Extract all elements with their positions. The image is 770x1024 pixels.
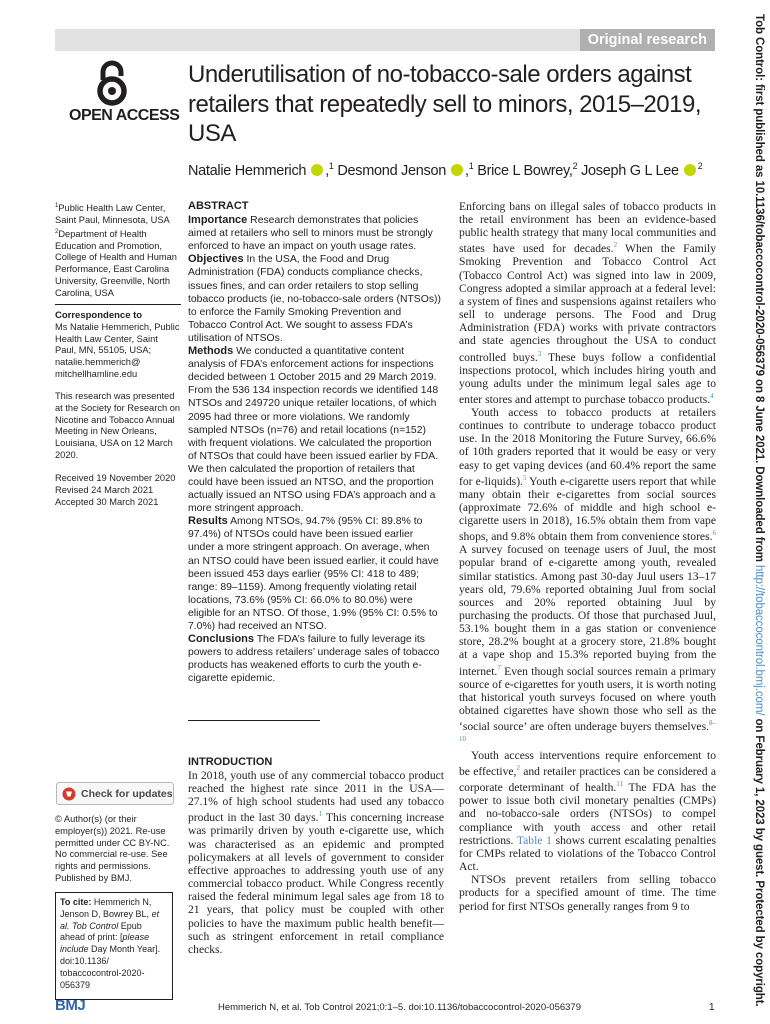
author-affiliation-ref: 1: [468, 161, 474, 171]
received-date: Received 19 November 2020: [55, 473, 176, 483]
paragraph: Enforcing bans on illegal sales of tobacco products in the retail environment has been an evidence-based public health strategy that many local communities and states have used for decades.$^2$ When the Family Smoking Prevention and Tobacco Control Act (Tobacco Control Act) was signed into law in 2009, Congress adopted a similar approach at a federal level: a system of fines and suspensions against retailers who sell to underage persons. The Food and Drug Administration (FDA) works with private contractors and state agencies throughout the USA to conduct controlled buys.$^3$ These buys follow a confidential inspections protocol, which includes hiring youth and young adults under the minimum legal sales age to enter stores and attempt to purchase tobacco products.$^4$: [459, 200, 717, 406]
author-name[interactable]: Natalie Hemmerich: [188, 162, 307, 179]
abstract-methods: Methods We conducted a quantitative content analysis of FDA’s enforcement actions for inspections decided between 1 October 2015 and 29 March 2019. From the 536 134 inspection records we identified 148 NTSOs and 249720 unique retailer locations, of which 2095 had three or more violations. We randomly sampled NTSOs (n=76) and retail locations (n=152) with frequent violations. We calculated the proportion of NTSOs that could have been issued earlier by FDA. We then calculated the proportion of retailers that could have been issued an NTSO, and the proportion actually issued an NTSO using FDA’s approach and a more stringent approach.: [188, 345, 439, 515]
article-title: Underutilisation of no-tobacco-sale orders against retailers that repeatedly sell to minors, 2015–2019, USA: [188, 61, 701, 147]
reference-link[interactable]: 4: [710, 391, 714, 400]
paragraph: Youth access interventions require enforcement to be effective,$^2$ and retailer practices can be considered a corporate determinant of health.$^{11}$ The FDA has the power to issue both civil monetary penalties (CMPs) and no-tobacco-sale orders (NTSOs) to compel compliance with youth access and other retail restrictions. Table 1 shows current escalating penalties for CMPs related to violations of the Tobacco Control Act.: [459, 749, 716, 874]
abstract-results: Results Among NTSOs, 94.7% (95% CI: 89.8% to 97.4%) of NTSOs could have been issued earlier under a more stringent approach. On average, when an NTSO could have been issued earlier, it could have been issued 453 days earlier (95% CI: 418 to 489; range: 89–1159). Among frequently violating retail locations, 73.6% (95% CI: 66.0% to 80.0%) were eligible for an NTSO. Of those, 1.9% (95% CI: 0.5% to 7.0%) had received an NTSO.: [188, 515, 439, 632]
revised-date: Revised 24 March 2021: [55, 484, 154, 495]
correspondence-heading: Correspondence to: [55, 310, 143, 321]
article-dates: [55, 473, 181, 508]
introduction-body: In 2018, youth use of any commercial tobacco product reached the highest rate since 2011 in the USA—27.1% of high school students had used any tobacco product in the last 30 days.$^1$ This concerning increase was primarily driven by youth e-cigarette use, which was characterised as an epidemic and prompted policymakers at all levels of government to consider effective approaches to addressing youth use of any commercial tobacco product. While Congress recently raised the federal minimum legal sales age from 18 to 21 years, that policy must be coupled with other policies to have the maximum public health benefit—such as stringent enforcement in retail compliance checks.: [188, 769, 445, 956]
reference-link[interactable]: 3: [537, 349, 542, 358]
introduction-heading: INTRODUCTION: [188, 756, 273, 768]
reference-link[interactable]: 8–10: [459, 719, 716, 744]
accepted-date: Accepted 30 March 2021: [55, 496, 159, 507]
author-name[interactable]: Brice L Bowrey,: [477, 162, 573, 179]
author-affiliation-ref: 1: [328, 161, 334, 171]
paragraph: Youth access to tobacco products at retailers continues to contribute to underage tobacco product use. In the 2018 Monitoring the Future Survey, 66.6% of 10th graders reported that it would be easy or very easy to get vaping devices (and 60.4% report the same for e-liquids).$^5$ Youth e-cigarette users report that while many obtain their e-cigarettes from social sources (approximate 72.6% of middle and high school e-cigarette users in 2018), 16.5% obtain them from vape shops, and 9.8% obtain them from convenience stores.$^6$ A survey focused on teenage users of Juul, the most popular brand of e-cigarette among youth, revealed similar statistics. Among past 30-day Juul users 13–17 years old, 79.6% reported obtaining Juul from social sources and 20% reported obtaining Juul by purchasing the products. Of those that purchased Juul, 53.1% bought them in a gas station or convenience store, 28.2% bought at a grocery store, 21.8% bought at a vape shop and 15.3% reported buying from the internet.$^7$ Even though social sources remain a primary source of e-cigarettes for youth users, it is worth noting that historical youth surveys focused on where youth obtained cigarettes have shown those who sell as the ‘social source’ are often underage buyers themselves.$^{8-10}$: [459, 405, 716, 744]
section-banner: [55, 29, 715, 51]
bmj-logo: BMJ: [55, 997, 86, 1014]
body-right-column: [459, 200, 716, 913]
reference-link[interactable]: 7: [497, 663, 501, 672]
reference-link[interactable]: 5: [522, 473, 527, 482]
abstract-conclusions: Conclusions The FDA’s failure to fully leverage its powers to address retailers’ underage sales of tobacco products has weakened efforts to curb the youth e-cigarette epidemic.: [188, 633, 440, 685]
presented-note: This research was presented at the Society for Research on Nicotine and Tobacco Annual Meeting in New Orleans, Louisiana, USA on 12 March 2020.: [55, 391, 181, 460]
divider: [188, 720, 320, 721]
reference-link[interactable]: 1: [318, 810, 323, 819]
reference-link[interactable]: 11: [616, 780, 624, 789]
affiliation-item: $^1$Public Health Law Center, Saint Paul, Minnesota, USA: [55, 203, 170, 225]
open-access-label: OPEN ACCESS: [69, 107, 180, 124]
abstract-objectives: Objectives In the USA, the Food and Drug Administration (FDA) conducts compliance checks, issues fines, and can order retailers to stop selling tobacco products (ie, no-tobacco-sale orders (NTSOs)) to enforce the Family Smoking Prevention and Tobacco Control Act. We sought to assess FDA’s utilisation of NTSOs.: [188, 253, 441, 344]
copyright-note: © Author(s) (or their employer(s)) 2021. Re-use permitted under CC BY-NC. No commercial re-use. See rights and permissions. Published by BMJ.: [55, 814, 170, 883]
abstract: [188, 200, 442, 685]
author-affiliation-ref: 2: [572, 161, 578, 171]
orcid-icon[interactable]: [311, 164, 323, 176]
correspondence: [55, 310, 181, 381]
journal-url-link[interactable]: http://tobaccocontrol.bmj.com/: [753, 564, 765, 716]
page-number: 1: [709, 1002, 715, 1013]
affiliation-item: $^2$Department of Health Education and Promotion, College of Health and Human Performance, East Carolina University, Greenville, North Carolina, USA: [55, 228, 177, 298]
section-label: Original research: [580, 29, 715, 51]
paragraph: NTSOs prevent retailers from selling tobacco products for a specified amount of time. The time period for first NTSOs generally ranges from 9 to: [459, 873, 716, 913]
update-badge-icon: [62, 787, 76, 801]
affiliations: [55, 201, 181, 300]
divider: [55, 304, 181, 305]
orcid-icon[interactable]: [451, 164, 463, 176]
check-for-updates-button[interactable]: Check for updates: [56, 782, 174, 805]
reference-link[interactable]: 2: [516, 764, 520, 773]
abstract-importance: Importance Research demonstrates that policies aimed at retailers who sell to minors must be strongly enforced to have an impact on youth usage rates.: [188, 214, 433, 253]
orcid-icon[interactable]: [684, 164, 696, 176]
author-affiliation-ref: 2: [697, 161, 703, 171]
author-name[interactable]: Joseph G L Lee: [581, 162, 679, 179]
download-notice: Tob Control: first published as 10.1136/tobaccocontrol-2020-056379 on 8 June 2021. Downloaded from http://tobaccocontrol.bmj.com/ on February 1, 2023 by guest. Protected by copyright.: [753, 14, 765, 1007]
author-list: Natalie Hemmerich ,$^1$ Desmond Jenson ,$^1$ Brice L Bowrey,$^2$ Joseph G L Lee $^2$: [188, 161, 703, 179]
footer-citation: Hemmerich N, et al. Tob Control 2021;0:1–5. doi:10.1136/tobaccocontrol-2020-056379: [218, 1002, 581, 1013]
reference-link[interactable]: 6: [712, 529, 716, 538]
reference-link[interactable]: 2: [613, 241, 618, 250]
table-link[interactable]: Table 1: [516, 833, 552, 847]
citation-box: To cite: Hemmerich N, Jenson D, Bowrey BL, et al. Tob Control Epub ahead of print: [please include Day Month Year]. doi:10.1136/ tobaccocontrol-2020-056379: [55, 892, 173, 1000]
author-name[interactable]: Desmond Jenson: [337, 162, 447, 179]
open-access-icon: [93, 60, 131, 106]
correspondence-text[interactable]: Ms Natalie Hemmerich, Public Health Law Center, Saint Paul, MN, 55105, USA; natalie.hemmerich@ mitchellhamline.edu: [55, 321, 180, 379]
abstract-heading: ABSTRACT: [188, 200, 249, 212]
